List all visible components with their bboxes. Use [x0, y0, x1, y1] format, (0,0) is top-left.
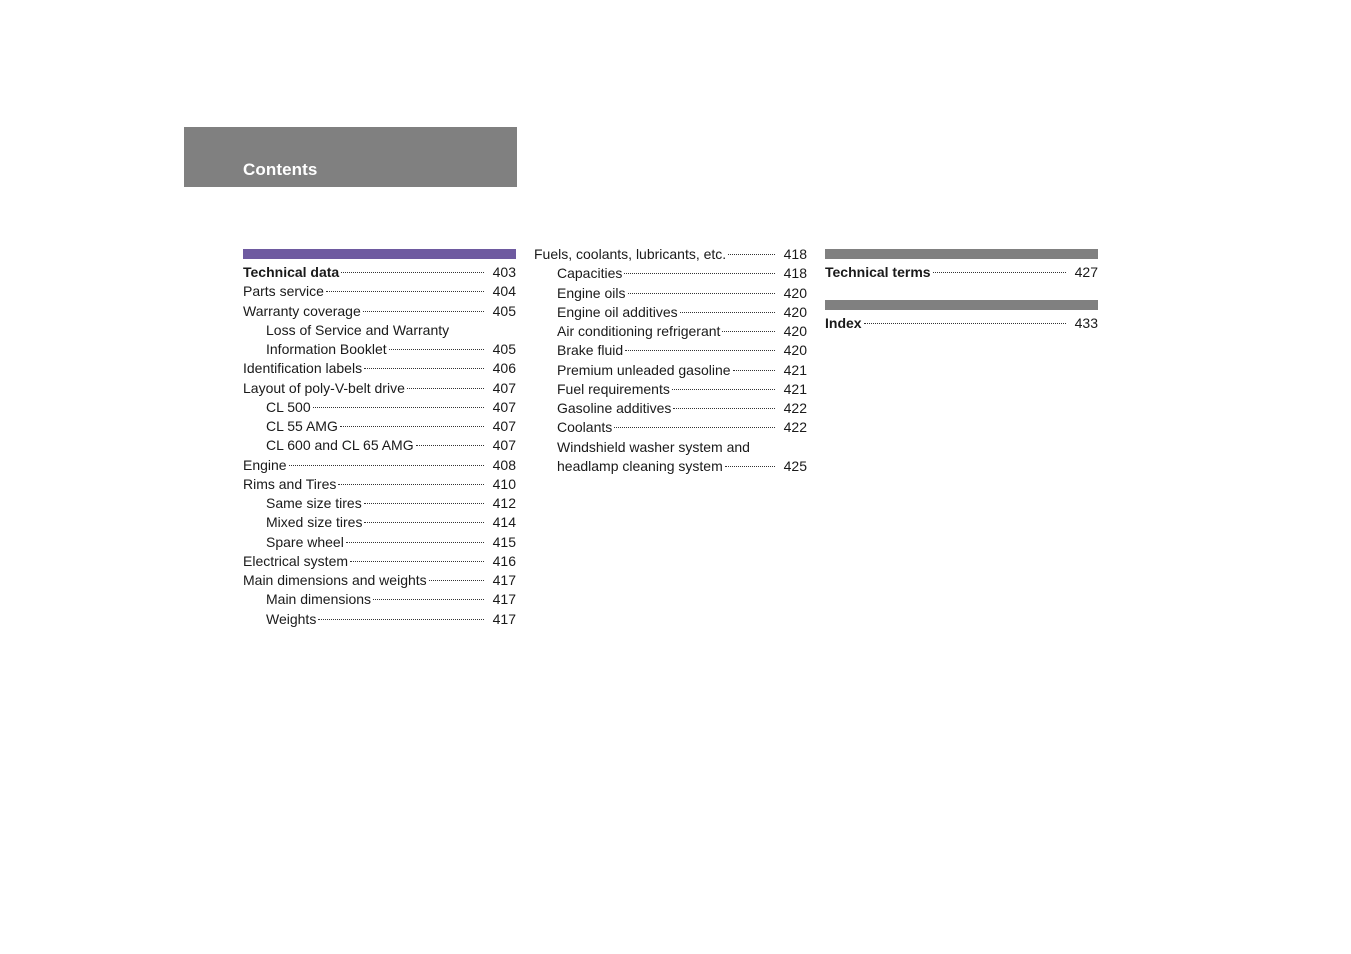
toc-entry[interactable]: [243, 456, 516, 475]
toc-entry-label: Coolants: [557, 419, 613, 436]
toc-entry-label: Main dimensions and weights: [243, 572, 427, 588]
toc-entry-label: CL 500: [266, 398, 311, 415]
dot-leader: [364, 368, 484, 369]
toc-entry-label: Technical terms: [825, 264, 931, 280]
dot-leader: [625, 350, 775, 351]
toc-entry-label: Identification labels: [243, 360, 363, 377]
dot-leader: [326, 291, 484, 292]
toc-entry-label: Gasoline additives: [557, 400, 672, 416]
toc-entry-label: Rims and Tires: [243, 475, 337, 492]
toc-entry-page: 405: [492, 302, 516, 319]
header-tab: [184, 127, 517, 187]
toc-entry-page: 420: [783, 342, 807, 359]
toc-entry-page: 427: [1074, 264, 1098, 280]
toc-column-fuels: [534, 245, 807, 476]
toc-entry-page: 415: [492, 533, 516, 550]
toc-entry-page: 425: [783, 457, 807, 474]
toc-entry[interactable]: [243, 340, 516, 359]
toc-entry[interactable]: [534, 361, 807, 380]
toc-entry[interactable]: [243, 359, 516, 378]
toc-entry-label: headlamp cleaning system: [557, 457, 723, 474]
toc-entry[interactable]: [243, 494, 516, 513]
dot-leader: [624, 273, 775, 274]
toc-entry[interactable]: [243, 436, 516, 455]
toc-entry-label: Engine: [243, 456, 287, 473]
toc-entry[interactable]: [243, 282, 516, 301]
dot-leader: [672, 389, 775, 390]
dot-leader: [722, 331, 775, 332]
toc-entry-page: 407: [492, 437, 516, 454]
toc-entry[interactable]: [243, 379, 516, 398]
toc-entry[interactable]: [243, 552, 516, 571]
section-bar-index: [825, 300, 1098, 310]
section-bar-technical-data: [243, 249, 516, 259]
toc-entry-label: Layout of poly-V-belt drive: [243, 379, 405, 396]
toc-entry-label: Fuel requirements: [557, 380, 670, 397]
dot-leader: [728, 254, 775, 255]
toc-entry-label: CL 600 and CL 65 AMG: [266, 437, 414, 454]
toc-entry[interactable]: [534, 399, 807, 418]
toc-entry-label: Windshield washer system and: [557, 438, 750, 455]
toc-entry-label: Loss of Service and Warranty: [266, 321, 450, 338]
dot-leader: [289, 465, 484, 466]
toc-entry-label: Brake fluid: [557, 342, 624, 359]
dot-leader: [318, 619, 484, 620]
page-title: Contents: [243, 160, 318, 179]
dot-leader: [628, 293, 776, 294]
dot-leader: [429, 580, 484, 581]
toc-entry-label: Air conditioning refrigerant: [557, 323, 721, 339]
toc-entry-label: Engine oils: [557, 284, 626, 301]
toc-entry[interactable]: [534, 380, 807, 399]
toc-entry-page: 420: [783, 323, 807, 339]
toc-entry[interactable]: [243, 475, 516, 494]
toc-entry-index[interactable]: [825, 314, 1098, 333]
dot-leader: [416, 445, 484, 446]
dot-leader: [313, 407, 484, 408]
toc-entry-label: Parts service: [243, 283, 324, 300]
toc-entry-page: 422: [783, 419, 807, 436]
dot-leader: [341, 272, 484, 273]
toc-entry-page: 421: [783, 361, 807, 378]
dot-leader: [407, 388, 484, 389]
toc-entry[interactable]: [534, 303, 807, 322]
toc-entry-page: 408: [492, 456, 516, 473]
dot-leader: [338, 484, 484, 485]
toc-entry[interactable]: [534, 418, 807, 437]
toc-entry-label: Warranty coverage: [243, 302, 361, 319]
toc-entry-page: 420: [783, 303, 807, 320]
toc-entry[interactable]: [534, 264, 807, 283]
toc-entry-label: Information Booklet: [266, 341, 387, 357]
toc-entry[interactable]: [243, 571, 516, 590]
toc-entry-page: 407: [492, 398, 516, 415]
dot-leader: [680, 312, 775, 313]
toc-entry-page: 407: [492, 379, 516, 396]
toc-entry-page: 417: [492, 610, 516, 627]
toc-entry-page: 416: [492, 552, 516, 569]
dot-leader: [725, 466, 775, 467]
toc-list: [534, 245, 807, 476]
toc-entry-label: Mixed size tires: [266, 514, 363, 531]
toc-entry[interactable]: [534, 322, 807, 341]
toc-entry-page: 405: [492, 341, 516, 357]
dot-leader: [364, 503, 484, 504]
toc-entry-continued[interactable]: [534, 438, 807, 457]
toc-entry-label: CL 55 AMG: [266, 418, 338, 434]
section-bar-technical-terms: [825, 249, 1098, 259]
toc-entry[interactable]: [534, 457, 807, 476]
toc-entry-page: 433: [1074, 315, 1098, 332]
dot-leader: [350, 561, 484, 562]
toc-entry-page: 421: [783, 380, 807, 397]
toc-entry-page: 417: [492, 572, 516, 588]
toc-entry[interactable]: [243, 590, 516, 609]
toc-entry-page: 420: [783, 284, 807, 301]
toc-entry-page: 404: [492, 283, 516, 300]
toc-entry-label: Same size tires: [266, 495, 362, 511]
toc-entry-label: Engine oil additives: [557, 303, 678, 320]
toc-entry-page: 407: [492, 418, 516, 434]
toc-entry-page: 418: [783, 265, 807, 282]
toc-column-other-sections: [825, 249, 1098, 334]
toc-column-technical-data: [243, 249, 516, 629]
dot-leader: [733, 370, 775, 371]
toc-entry-page: 414: [492, 514, 516, 531]
dot-leader: [614, 427, 775, 428]
toc-entry[interactable]: [534, 341, 807, 360]
dot-leader: [673, 408, 775, 409]
toc-entry-label: Spare wheel: [266, 533, 344, 550]
dot-leader: [363, 311, 484, 312]
toc-entry[interactable]: [243, 533, 516, 552]
dot-leader: [933, 272, 1066, 273]
toc-entry-label: Capacities: [557, 265, 623, 282]
toc-entry-continued[interactable]: [243, 321, 516, 340]
toc-entry[interactable]: [243, 513, 516, 532]
toc-entry-label: Main dimensions: [266, 591, 372, 608]
toc-entry-page: 410: [492, 475, 516, 492]
toc-entry-technical-terms[interactable]: [825, 263, 1098, 282]
toc-entry-label: Electrical system: [243, 552, 349, 569]
toc-entry[interactable]: [243, 610, 516, 629]
toc-entry[interactable]: [243, 398, 516, 417]
toc-entry[interactable]: [243, 263, 516, 282]
toc-entry-page: 403: [492, 264, 516, 280]
toc-entry-page: 417: [492, 591, 516, 608]
toc-entry[interactable]: [243, 302, 516, 321]
toc-entry-label: Index: [825, 315, 862, 332]
dot-leader: [389, 349, 484, 350]
dot-leader: [373, 599, 484, 600]
toc-entry-label: Technical data: [243, 264, 340, 280]
toc-entry[interactable]: [534, 245, 807, 264]
dot-leader: [364, 522, 484, 523]
toc-entry[interactable]: [243, 417, 516, 436]
dot-leader: [864, 323, 1066, 324]
dot-leader: [346, 542, 484, 543]
toc-entry-page: 422: [783, 400, 807, 416]
toc-entry-label: Premium unleaded gasoline: [557, 361, 731, 378]
toc-entry-page: 418: [783, 246, 807, 262]
dot-leader: [340, 426, 484, 427]
toc-entry-label: Weights: [266, 610, 317, 627]
toc-entry-page: 412: [492, 495, 516, 511]
toc-entry[interactable]: [534, 284, 807, 303]
toc-entry-page: 406: [492, 360, 516, 377]
toc-list: [243, 263, 516, 629]
toc-entry-label: Fuels, coolants, lubricants, etc.: [534, 246, 727, 262]
